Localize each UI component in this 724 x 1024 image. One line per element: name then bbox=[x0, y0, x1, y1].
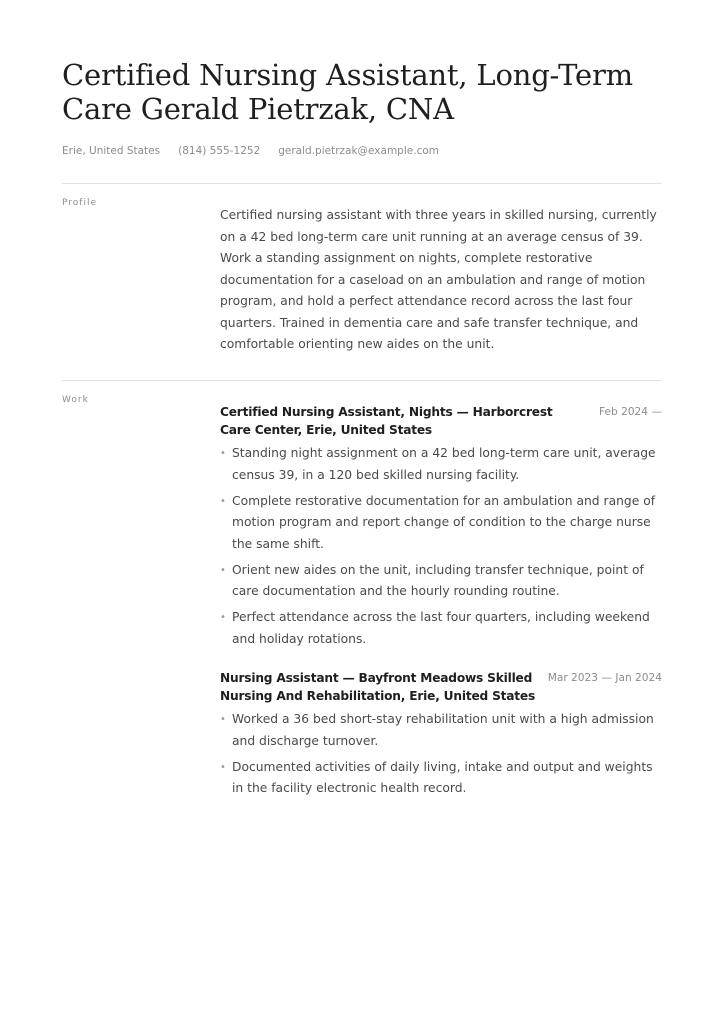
contact-line bbox=[62, 144, 439, 158]
job-title: Certified Nursing Assistant, Nights — Harborcrest Care Center, Erie, United States bbox=[220, 405, 553, 437]
job-dates: Mar 2023 — Jan 2024 bbox=[547, 672, 662, 684]
bullet-text: Documented activities of daily living, intake and output and weights in the facility electronic health record. bbox=[232, 759, 653, 795]
divider-work bbox=[62, 380, 662, 381]
job-entry bbox=[220, 669, 662, 804]
bullet-text: Complete restorative documentation for an ambulation and range of motion program and report change of condition to the charge nurse the same shift. bbox=[232, 493, 656, 551]
job-dates: Feb 2024 — bbox=[598, 406, 662, 418]
profile-summary: Certified nursing assistant with three years in skilled nursing, currently on a 42 bed long-term care unit running at an average census of 39. Work a standing assignment on nights, complete restorative documentation for a caseload on an ambulation and range of motion program, and hold a perfect attendance record across the last four quarters. Trained in dementia care and safe transfer technique, and comfortable orienting new aides on the unit. bbox=[220, 208, 657, 351]
bullet-icon: • bbox=[220, 714, 226, 725]
section-label-work: Work bbox=[62, 395, 89, 405]
job-bullets bbox=[220, 709, 662, 800]
contact-location: Erie, United States bbox=[62, 145, 161, 157]
bullet-text: Worked a 36 bed short-stay rehabilitation unit with a high admission and discharge turnover. bbox=[232, 712, 654, 748]
bullet-icon: • bbox=[220, 612, 226, 623]
job-bullet bbox=[220, 443, 662, 486]
job-entry bbox=[220, 403, 662, 655]
job-bullets bbox=[220, 443, 662, 650]
bullet-icon: • bbox=[220, 495, 226, 507]
job-bullet bbox=[220, 709, 662, 752]
job-bullet bbox=[220, 491, 662, 556]
bullet-text: Standing night assignment on a 42 bed long-term care unit, average census 39, in a 120 bed skilled nursing facility. bbox=[232, 446, 656, 482]
job-title: Nursing Assistant — Bayfront Meadows Skilled Nursing And Rehabilitation, Erie, United States bbox=[220, 671, 536, 703]
bullet-icon: • bbox=[220, 448, 226, 459]
job-header bbox=[220, 669, 662, 705]
contact-phone: (814) 555-1252 bbox=[178, 145, 261, 157]
section-label-profile: Profile bbox=[62, 198, 97, 208]
job-bullet bbox=[220, 607, 662, 650]
job-bullet bbox=[220, 560, 662, 603]
bullet-text: Orient new aides on the unit, including transfer technique, point of care documentation and the hourly rounding routine. bbox=[232, 562, 644, 598]
bullet-icon: • bbox=[220, 761, 226, 773]
divider-profile bbox=[62, 183, 662, 184]
job-header bbox=[220, 403, 662, 439]
resume-title: Certified Nursing Assistant, Long-Term Care Gerald Pietrzak, CNA bbox=[62, 58, 633, 126]
bullet-icon: • bbox=[220, 564, 226, 576]
bullet-text: Perfect attendance across the last four quarters, including weekend and holiday rotations. bbox=[232, 610, 650, 646]
job-bullet bbox=[220, 757, 662, 800]
contact-email: gerald.pietrzak@example.com bbox=[278, 145, 439, 157]
